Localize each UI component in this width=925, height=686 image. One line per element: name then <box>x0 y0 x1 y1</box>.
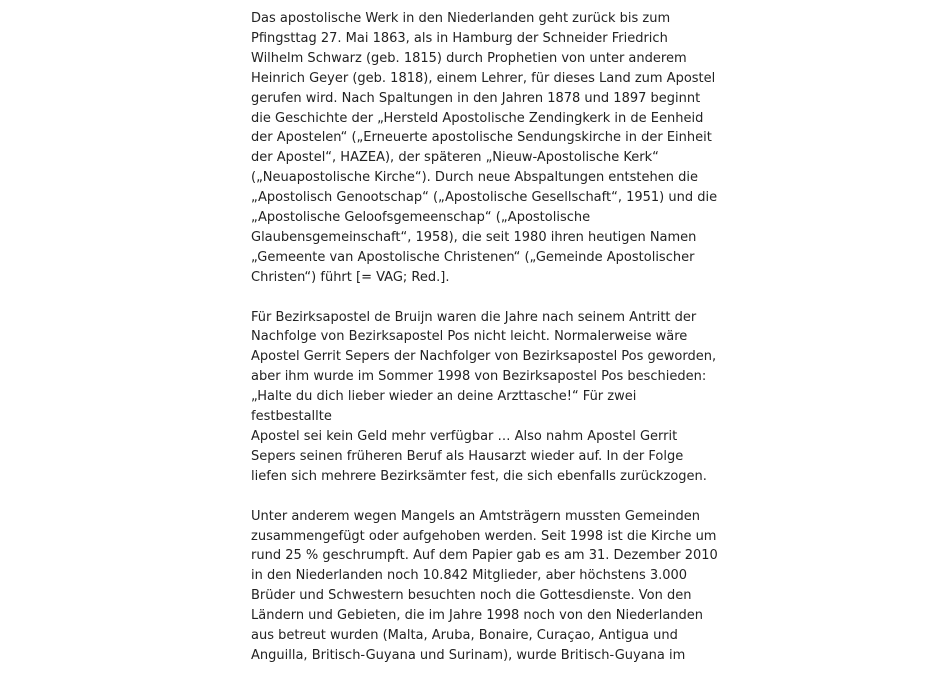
article-body <box>251 9 721 686</box>
paragraph-decline: Unter anderem wegen Mangels an Amtsträgern mussten Gemeinden zusammengefügt oder aufgehoben werden. Seit 1998 ist die Kirche um rund 25 % geschrumpft. Auf dem Papier gab es am 31. Dezember 2010 in den Niederlanden noch 10.842 Mitglieder, aber höchstens 3.000 Brüder und Schwestern besuchten noch die Gottesdienste. Von den Ländern und Gebieten, die im Jahre 1998 noch von den Niederlanden aus betreut wurden (Malta, Aruba, Bonaire, Curaçao, Antigua und Anguilla, Britisch-Guyana und Surinam), wurde Britisch-Guyana im <box>251 508 718 663</box>
paragraph-succession: Für Bezirksapostel de Bruijn waren die Jahre nach seinem Antritt der Nachfolge von Bezirksapostel Pos nicht leicht. Normalerweise wäre Apostel Gerrit Sepers der Nachfolger von Bezirksapostel Pos geworden, aber ihm wurde im Sommer 1998 von Bezirksapostel Pos beschieden: „Halte du dich lieber wieder an deine Arzttasche!“ Für zwei festbestallte Apostel sei kein Geld mehr verfügbar … Also nahm Apostel Gerrit Sepers seinen früheren Beruf als Hausarzt wieder auf. In der Folge liefen sich mehrere Bezirksämter fest, die sich ebenfalls zurückzogen. <box>251 309 717 484</box>
paragraph-history: Das apostolische Werk in den Niederlanden geht zurück bis zum Pfingsttag 27. Mai 1863, als in Hamburg der Schneider Friedrich Wilhelm Schwarz (geb. 1815) durch Prophetien von unter anderem Heinrich Geyer (geb. 1818), einem Lehrer, für dieses Land zum Apostel gerufen wird. Nach Spaltungen in den Jahren 1878 und 1897 beginnt die Geschichte der „Hersteld Apostolische Zendingkerk in de Eenheid der Apostelen“ („Erneuerte apostolische Sendungskirche in der Einheit der Apostel“, HAZEA), der späteren „Nieuw-Apostolische Kerk“ („Neuapostolische Kirche“). Durch neue Abspaltungen entstehen die „Apostolisch Genootschap“ („Apostolische Gesellschaft“, 1951) und die „Apostolische Geloofsgemeenschap“ („Apostolische Glaubensgemeinschaft“, 1958), die seit 1980 ihren heutigen Namen „Gemeente van Apostolische Christenen“ („Gemeinde Apostolischer Christen“) führt [= VAG; Red.]. <box>251 11 718 285</box>
